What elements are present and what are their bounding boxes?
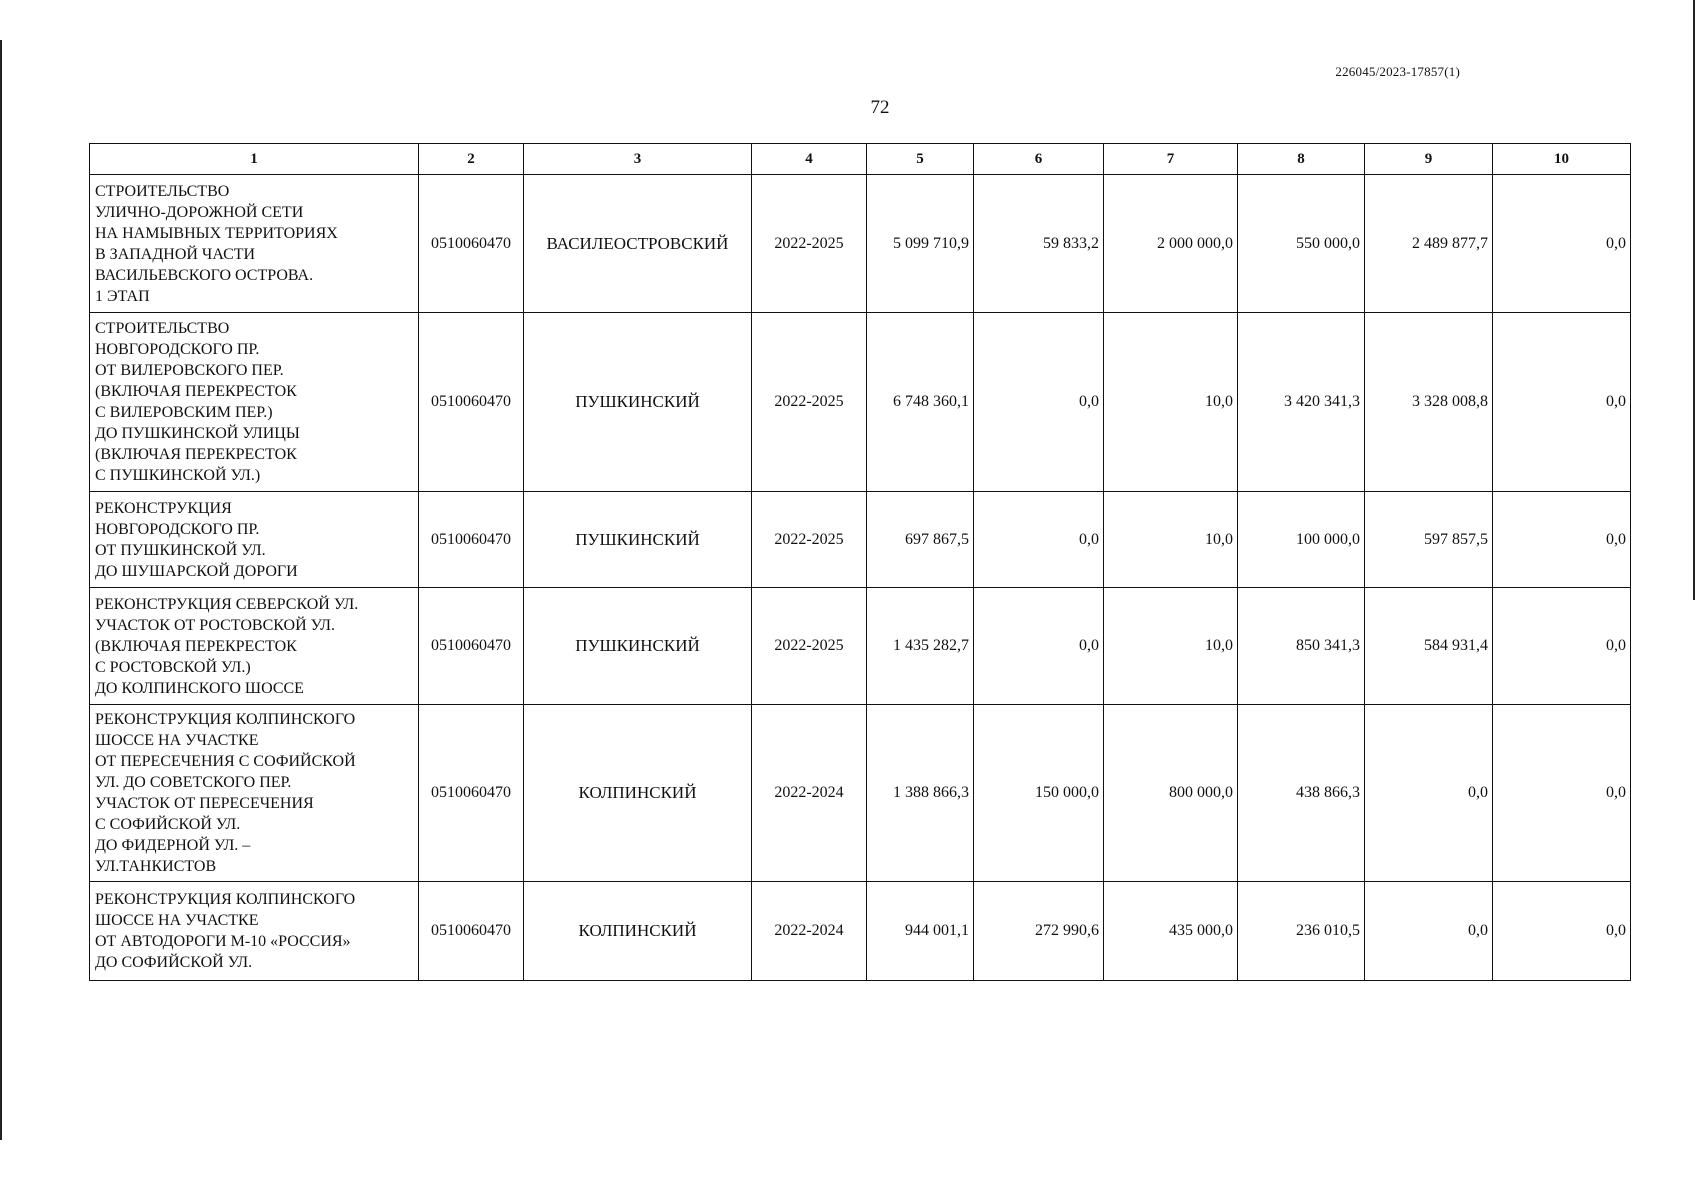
value-cell-5: 697 867,5 [867,492,974,588]
value-cell-7: 10,0 [1104,313,1238,492]
value-cell-8: 850 341,3 [1238,588,1365,705]
value-cell-6: 150 000,0 [974,705,1104,882]
period-cell: 2022-2025 [752,175,867,313]
object-name-line: С РОСТОВСКОЙ УЛ.) [95,658,251,676]
value-cell-10: 0,0 [1493,588,1631,705]
value-cell-8: 3 420 341,3 [1238,313,1365,492]
district-cell: ПУШКИНСКИЙ [524,313,752,492]
object-name-line: (ВКЛЮЧАЯ ПЕРЕКРЕСТОК [95,446,297,463]
value-cell-10: 0,0 [1493,175,1631,313]
object-name-line: НОВГОРОДСКОГО ПР. [95,520,260,538]
budget-table [89,143,1631,981]
object-name-line: ДО ПУШКИНСКОЙ УЛИЦЫ [95,425,300,442]
table-row [90,492,1631,588]
budget-code-cell: 0510060470 [419,175,524,313]
value-cell-7: 10,0 [1104,492,1238,588]
object-name-line: УЧАСТОК ОТ ПЕРЕСЕЧЕНИЯ [95,795,314,812]
column-header-2: 2 [419,144,524,175]
object-name-line: УЛИЧНО-ДОРОЖНОЙ СЕТИ [95,203,304,221]
object-name-line: ШОССЕ НА УЧАСТКЕ [95,912,259,929]
object-name-cell [90,705,419,882]
object-name-line: (ВКЛЮЧАЯ ПЕРЕКРЕСТОК [95,637,297,655]
column-header-10: 10 [1493,144,1631,175]
value-cell-9: 597 857,5 [1365,492,1493,588]
object-name-line: ДО СОФИЙСКОЙ УЛ. [95,954,253,971]
object-name-line: СТРОИТЕЛЬСТВО [95,182,230,200]
budget-code-cell: 0510060470 [419,588,524,705]
object-name-line: С ВИЛЕРОВСКИМ ПЕР.) [95,404,273,421]
document-id: 226045/2023-17857(1) [1335,64,1460,79]
value-cell-7: 435 000,0 [1104,882,1238,981]
object-name-cell [90,313,419,492]
column-header-6: 6 [974,144,1104,175]
value-cell-9: 0,0 [1365,705,1493,882]
object-name-line: В ЗАПАДНОЙ ЧАСТИ [95,245,256,263]
table-row [90,313,1631,492]
value-cell-10: 0,0 [1493,705,1631,882]
object-name-cell [90,492,419,588]
object-name-line: ДО ФИДЕРНОЙ УЛ. – [95,837,251,854]
value-cell-10: 0,0 [1493,492,1631,588]
value-cell-6: 272 990,6 [974,882,1104,981]
object-name-line: СТРОИТЕЛЬСТВО [95,320,230,337]
period-cell: 2022-2025 [752,588,867,705]
object-name-line: ОТ ПЕРЕСЕЧЕНИЯ С СОФИЙСКОЙ [95,753,356,770]
header-row [90,144,1631,175]
district-cell: ВАСИЛЕОСТРОВСКИЙ [524,175,752,313]
value-cell-9: 584 931,4 [1365,588,1493,705]
value-cell-8: 236 010,5 [1238,882,1365,981]
object-name-cell [90,882,419,981]
object-name-line: РЕКОНСТРУКЦИЯ КОЛПИНСКОГО [95,711,356,728]
object-name-line: ОТ ВИЛЕРОВСКОГО ПЕР. [95,362,284,379]
object-name-line: ДО КОЛПИНСКОГО ШОССЕ [95,679,304,697]
budget-code-cell: 0510060470 [419,882,524,981]
value-cell-6: 0,0 [974,313,1104,492]
value-cell-5: 944 001,1 [867,882,974,981]
object-name-cell [90,175,419,313]
value-cell-7: 10,0 [1104,588,1238,705]
object-name-line: РЕКОНСТРУКЦИЯ КОЛПИНСКОГО [95,891,356,908]
value-cell-5: 1 435 282,7 [867,588,974,705]
value-cell-5: 5 099 710,9 [867,175,974,313]
value-cell-9: 2 489 877,7 [1365,175,1493,313]
period-cell: 2022-2024 [752,882,867,981]
budget-code-cell: 0510060470 [419,492,524,588]
value-cell-6: 0,0 [974,588,1104,705]
value-cell-5: 1 388 866,3 [867,705,974,882]
table-row [90,705,1631,882]
value-cell-8: 550 000,0 [1238,175,1365,313]
value-cell-7: 800 000,0 [1104,705,1238,882]
object-name-line: (ВКЛЮЧАЯ ПЕРЕКРЕСТОК [95,383,297,400]
column-header-9: 9 [1365,144,1493,175]
object-name-line: РЕКОНСТРУКЦИЯ [95,499,232,517]
value-cell-9: 0,0 [1365,882,1493,981]
district-cell: КОЛПИНСКИЙ [524,705,752,882]
period-cell: 2022-2024 [752,705,867,882]
value-cell-10: 0,0 [1493,882,1631,981]
object-name-line: ДО ШУШАРСКОЙ ДОРОГИ [95,562,298,580]
column-header-8: 8 [1238,144,1365,175]
object-name-line: УЛ.ТАНКИСТОВ [95,858,217,875]
value-cell-10: 0,0 [1493,313,1631,492]
object-name-line: УЧАСТОК ОТ РОСТОВСКОЙ УЛ. [95,616,336,634]
table-row [90,882,1631,981]
object-name-line: ОТ ПУШКИНСКОЙ УЛ. [95,541,266,559]
object-name-cell [90,588,419,705]
period-cell: 2022-2025 [752,313,867,492]
object-name-line: НА НАМЫВНЫХ ТЕРРИТОРИЯХ [95,224,338,242]
table-row [90,588,1631,705]
district-cell: ПУШКИНСКИЙ [524,588,752,705]
object-name-line: 1 ЭТАП [95,287,150,305]
object-name-line: С СОФИЙСКОЙ УЛ. [95,816,241,833]
column-header-4: 4 [752,144,867,175]
value-cell-8: 438 866,3 [1238,705,1365,882]
object-name-line: ВАСИЛЬЕВСКОГО ОСТРОВА. [95,266,314,284]
value-cell-6: 0,0 [974,492,1104,588]
object-name-line: РЕКОНСТРУКЦИЯ СЕВЕРСКОЙ УЛ. [95,595,359,613]
column-header-7: 7 [1104,144,1238,175]
column-header-1: 1 [90,144,419,175]
value-cell-6: 59 833,2 [974,175,1104,313]
value-cell-8: 100 000,0 [1238,492,1365,588]
value-cell-7: 2 000 000,0 [1104,175,1238,313]
district-cell: ПУШКИНСКИЙ [524,492,752,588]
object-name-line: УЛ. ДО СОВЕТСКОГО ПЕР. [95,774,292,791]
period-cell: 2022-2025 [752,492,867,588]
scan-edge-left [0,40,2,1140]
object-name-line: ОТ АВТОДОРОГИ М-10 «РОССИЯ» [95,933,351,950]
table-row [90,175,1631,313]
value-cell-5: 6 748 360,1 [867,313,974,492]
budget-code-cell: 0510060470 [419,313,524,492]
column-header-3: 3 [524,144,752,175]
value-cell-9: 3 328 008,8 [1365,313,1493,492]
budget-code-cell: 0510060470 [419,705,524,882]
district-cell: КОЛПИНСКИЙ [524,882,752,981]
object-name-line: С ПУШКИНСКОЙ УЛ.) [95,467,261,484]
budget-table-container [89,143,1630,981]
object-name-line: НОВГОРОДСКОГО ПР. [95,341,260,358]
page-number: 72 [870,97,890,118]
object-name-line: ШОССЕ НА УЧАСТКЕ [95,732,259,749]
column-header-5: 5 [867,144,974,175]
